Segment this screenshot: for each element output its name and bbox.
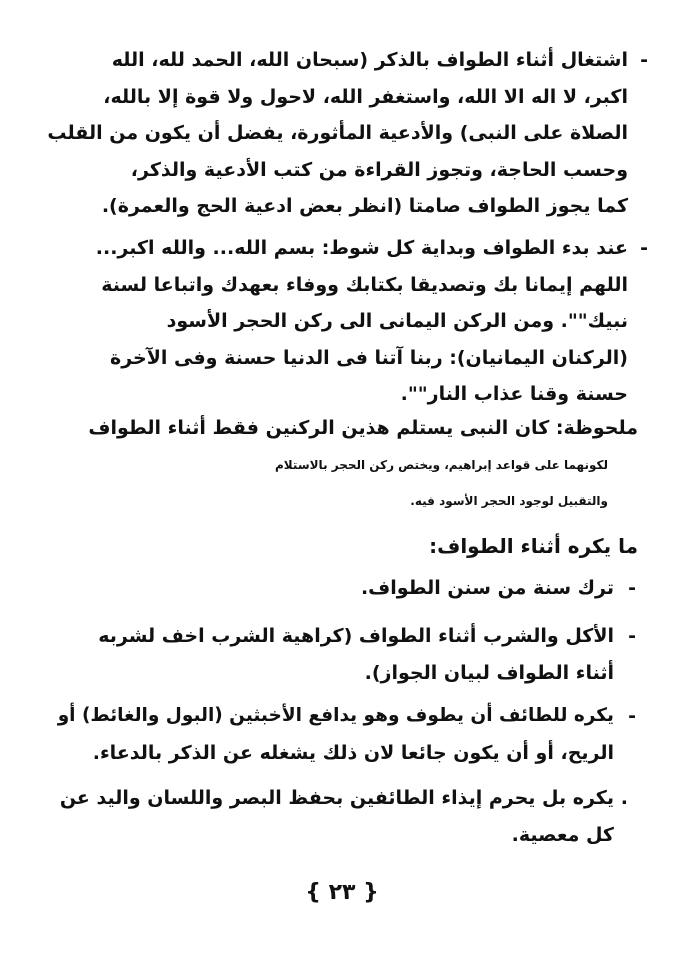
disliked-item — [46, 618, 636, 691]
bullet-marker: . — [620, 787, 628, 809]
text-line: نبيك"". ومن الركن اليمانى الى ركن الحجر الأسود — [166, 310, 628, 332]
text-line: الصلاة على النبى) والأدعية المأثورة، يفضل أن يكون من القلب — [47, 122, 628, 144]
bullet-start-tawaf — [46, 230, 648, 413]
text-line: الأكل والشرب أثناء الطواف (كراهية الشرب اخف لشربه — [98, 625, 614, 647]
text-line: (الركنان اليمانيان): ربنا آتنا فى الدنيا حسنة وفى الآخرة — [109, 346, 628, 369]
bullet-marker: - — [628, 577, 636, 599]
text-line: كل معصية. — [511, 823, 614, 846]
disliked-item — [46, 698, 636, 771]
disliked-item — [46, 780, 628, 853]
text-line: الريح، أو أن يكون جائعا لان ذلك يشغله عن الذكر بالدعاء. — [92, 741, 614, 764]
page-number: { ٢٣ } — [305, 880, 379, 905]
text-line: وحسب الحاجة، وتجوز القراءة من كتب الأدعية والذكر، — [130, 158, 628, 181]
text-line: اكبر، لا اله الا الله، واستغفر الله، لاحول ولا قوة إلا بالله، — [103, 85, 628, 108]
section-heading — [46, 528, 638, 565]
text-line: أثناء الطواف لبيان الجواز). — [364, 661, 614, 684]
text-line: حسنة وقنا عذاب النار"". — [400, 383, 628, 405]
text-line: كما يجوز الطواف صامتا (انظر بعض ادعية الحج والعمرة). — [101, 195, 628, 217]
bullet-marker: - — [628, 705, 636, 727]
text-line: اشتغال أثناء الطواف بالذكر (سبحان الله، الحمد لله، الله — [111, 49, 628, 71]
note-line: والتقبيل لوجود الحجر الأسود فيه. — [410, 494, 608, 508]
text-line: ترك سنة من سنن الطواف. — [360, 577, 614, 599]
text-line: يكره للطائف أن يطوف وهو يدافع الأخبثين (البول والغائط) أو — [57, 705, 614, 726]
text-line: يكره بل يحرم إيذاء الطائفين بحفظ البصر واللسان واليد عن — [59, 787, 614, 809]
note-block — [46, 410, 638, 520]
text-line: اللهم إيمانا بك وتصديقا بكتابك ووفاء بعهدك واتباعا لسنة — [101, 273, 628, 296]
bullet-marker: - — [628, 625, 636, 647]
text-line: عند بدء الطواف وبداية كل شوط: بسم الله... والله اكبر... — [95, 237, 628, 259]
bullet-dhikr — [46, 42, 648, 225]
disliked-item — [46, 570, 636, 607]
bullet-marker: - — [640, 49, 648, 71]
note-line: ملحوظة: كان النبى يستلم هذين الركنين فقط أثناء الطواف — [88, 417, 638, 439]
heading-text: ما يكره أثناء الطواف: — [429, 534, 638, 558]
bullet-marker: - — [640, 237, 648, 259]
note-line: لكونهما على قواعد إبراهيم، ويختص ركن الحجر بالاستلام — [275, 457, 608, 472]
